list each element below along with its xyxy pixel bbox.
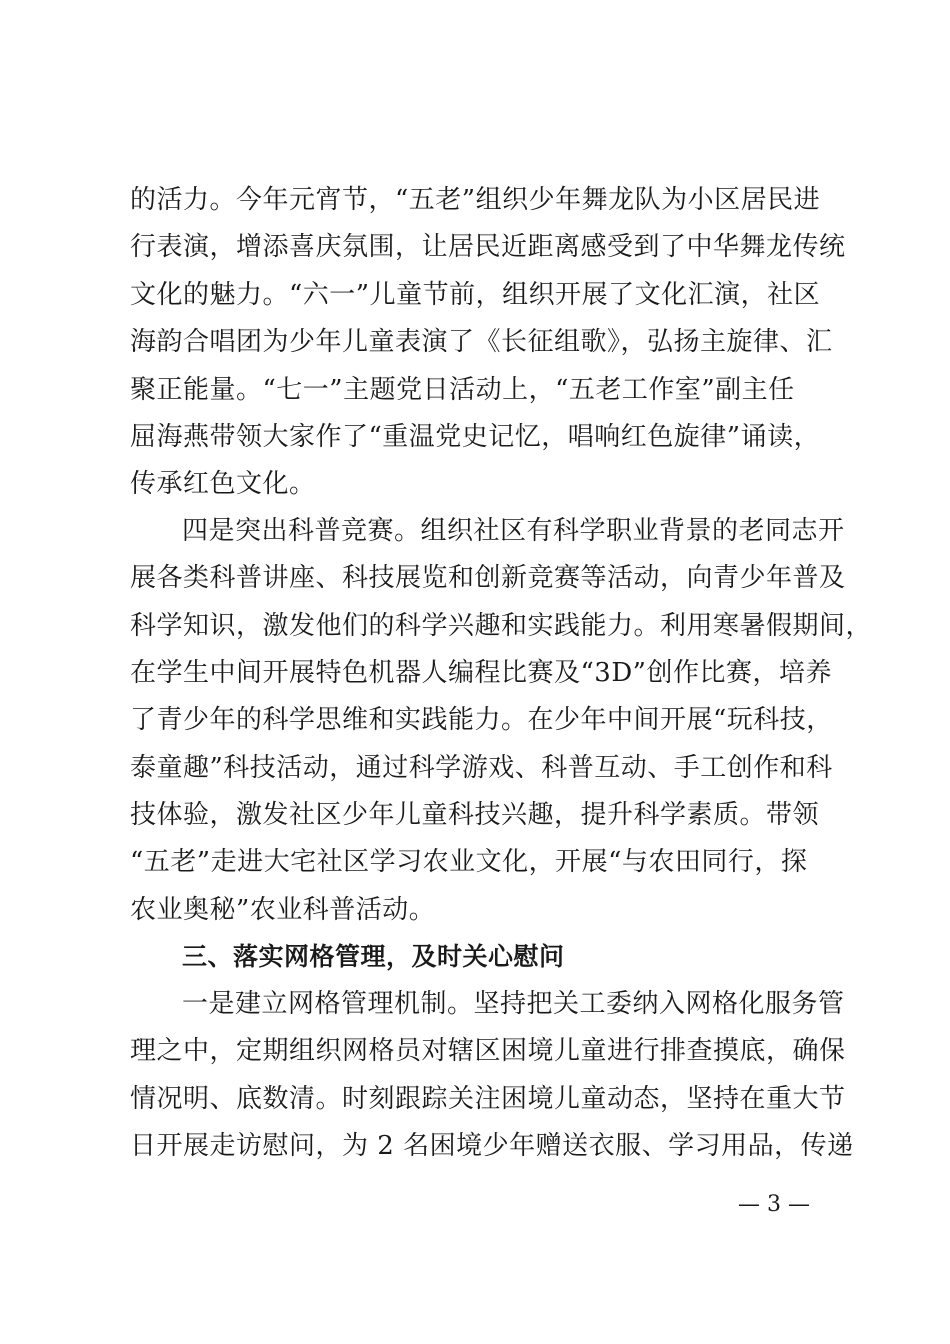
paragraph-2-line-6: 泰童趣”科技活动，通过科学游戏、科普互动、手工创作和科 xyxy=(130,753,833,783)
paragraph-2-line-8: “五老”走进大宅社区学习农业文化，开展“与农田同行，探 xyxy=(130,847,808,877)
paragraph-2-line-1: 四是突出科普竞赛。组织社区有科学职业背景的老同志开 xyxy=(182,516,845,546)
paragraph-2-line-5: 了青少年的科学思维和实践能力。在少年中间开展“玩科技， xyxy=(130,705,833,735)
paragraph-1-line-7: 传承红色文化。 xyxy=(130,469,316,499)
paragraph-3-line-2: 理之中，定期组织网格员对辖区困境儿童进行排查摸底，确保 xyxy=(130,1036,846,1066)
paragraph-2-line-9: 农业奥秘”农业科普活动。 xyxy=(130,895,436,925)
paragraph-1-line-3: 文化的魅力。“六一”儿童节前，组织开展了文化汇演，社区 xyxy=(130,280,821,310)
paragraph-1-line-6: 屈海燕带领大家作了“重温党史记忆，唱响红色旋律”诵读， xyxy=(130,422,821,452)
paragraph-2-line-3: 科学知识，激发他们的科学兴趣和实践能力。利用寒暑假期间， xyxy=(130,611,873,641)
paragraph-3-line-4: 日开展走访慰问，为 2 名困境少年赠送衣服、学习用品，传递 xyxy=(130,1131,854,1161)
paragraph-2-line-4: 在学生中间开展特色机器人编程比赛及“3D”创作比赛，培养 xyxy=(130,658,832,688)
paragraph-1-line-5: 聚正能量。“七一”主题党日活动上，“五老工作室”副主任 xyxy=(130,375,795,405)
paragraph-1-line-2: 行表演，增添喜庆氛围，让居民近距离感受到了中华舞龙传统 xyxy=(130,232,846,262)
paragraph-2-line-2: 展各类科普讲座、科技展览和创新竞赛等活动，向青少年普及 xyxy=(130,563,846,593)
paragraph-3-line-1: 一是建立网格管理机制。坚持把关工委纳入网格化服务管 xyxy=(182,989,845,1019)
paragraph-1-line-4: 海韵合唱团为少年儿童表演了《长征组歌》，弘扬主旋律、汇 xyxy=(130,327,833,357)
page-number: — 3 — xyxy=(738,1192,810,1217)
paragraph-1-line-1: 的活力。今年元宵节，“五老”组织少年舞龙队为小区居民进 xyxy=(130,185,821,215)
paragraph-2-line-7: 技体验，激发社区少年儿童科技兴趣，提升科学素质。带领 xyxy=(130,800,820,830)
section-heading: 三、落实网格管理，及时关心慰问 xyxy=(182,942,565,971)
paragraph-3-line-3: 情况明、底数清。时刻跟踪关注困境儿童动态，坚持在重大节 xyxy=(130,1084,846,1114)
